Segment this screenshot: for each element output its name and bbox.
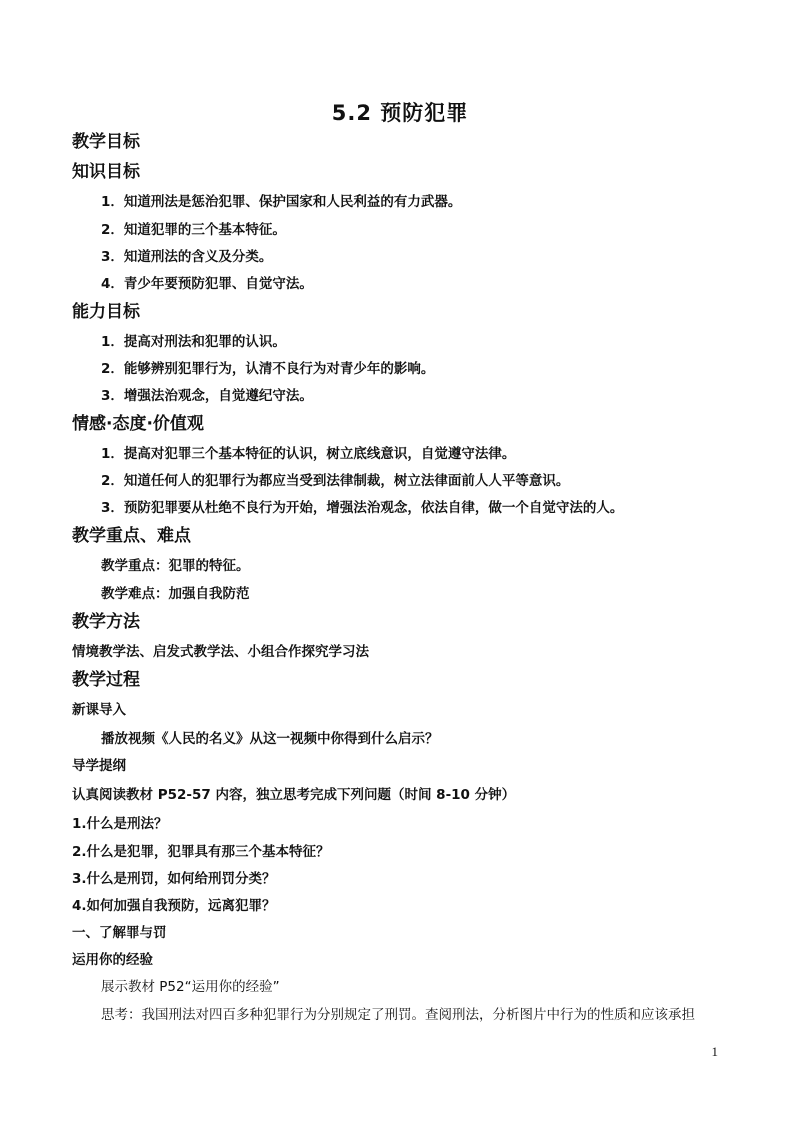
heading-knowledge-goals: 知识目标 [72, 162, 140, 182]
heading-attitude-goals: 情感·态度·价值观 [72, 414, 204, 434]
outline-text: 认真阅读教材 P52-57 内容，独立思考完成下列问题（时间 8-10 分钟） [72, 787, 516, 803]
outline-question: 4.如何加强自我预防，远离犯罪？ [72, 898, 276, 914]
outline-question: 3.什么是刑罚，如何给刑罚分类？ [72, 871, 276, 887]
key-point: 教学重点：犯罪的特征。 [101, 558, 250, 574]
ability-item: 1．提高对刑法和犯罪的认识。 [101, 334, 286, 350]
heading-intro: 新课导入 [72, 702, 126, 718]
outline-question: 1.什么是刑法？ [72, 816, 168, 832]
teaching-methods: 情境教学法、启发式教学法、小组合作探究学习法 [72, 644, 369, 660]
page-number: 1 [711, 1044, 718, 1059]
document-title: 5.2 预防犯罪 [331, 101, 469, 125]
attitude-item: 1．提高对犯罪三个基本特征的认识，树立底线意识，自觉遵守法律。 [101, 446, 516, 462]
outline-question: 2.什么是犯罪，犯罪具有那三个基本特征？ [72, 844, 330, 860]
heading-key-points: 教学重点、难点 [72, 526, 191, 546]
show-text: 展示教材 P52“运用你的经验” [101, 979, 280, 995]
attitude-item: 2．知道任何人的犯罪行为都应当受到法律制裁，树立法律面前人人平等意识。 [101, 473, 570, 489]
heading-methods: 教学方法 [72, 612, 140, 632]
think-text: 思考：我国刑法对四百多种犯罪行为分别规定了刑罚。查阅刑法，分析图片中行为的性质和应该承担 [101, 1007, 695, 1023]
knowledge-item: 1．知道刑法是惩治犯罪、保护国家和人民利益的有力武器。 [101, 194, 462, 210]
knowledge-item: 4．青少年要预防犯罪、自觉守法。 [101, 276, 313, 292]
difficult-point: 教学难点：加强自我防范 [101, 586, 250, 602]
knowledge-item: 3．知道刑法的含义及分类。 [101, 249, 273, 265]
attitude-item: 3．预防犯罪要从杜绝不良行为开始，增强法治观念，依法自律，做一个自觉守法的人。 [101, 500, 624, 516]
intro-text: 播放视频《人民的名义》从这一视频中你得到什么启示？ [101, 731, 439, 747]
use-experience-heading: 运用你的经验 [72, 952, 153, 968]
ability-item: 2．能够辨别犯罪行为，认清不良行为对青少年的影响。 [101, 361, 435, 377]
section-heading-one: 一、了解罪与罚 [72, 925, 167, 941]
heading-teaching-goals: 教学目标 [72, 132, 140, 152]
heading-outline: 导学提纲 [72, 758, 126, 774]
ability-item: 3．增强法治观念，自觉遵纪守法。 [101, 388, 313, 404]
knowledge-item: 2．知道犯罪的三个基本特征。 [101, 222, 286, 238]
heading-ability-goals: 能力目标 [72, 302, 140, 322]
heading-process: 教学过程 [72, 670, 140, 690]
